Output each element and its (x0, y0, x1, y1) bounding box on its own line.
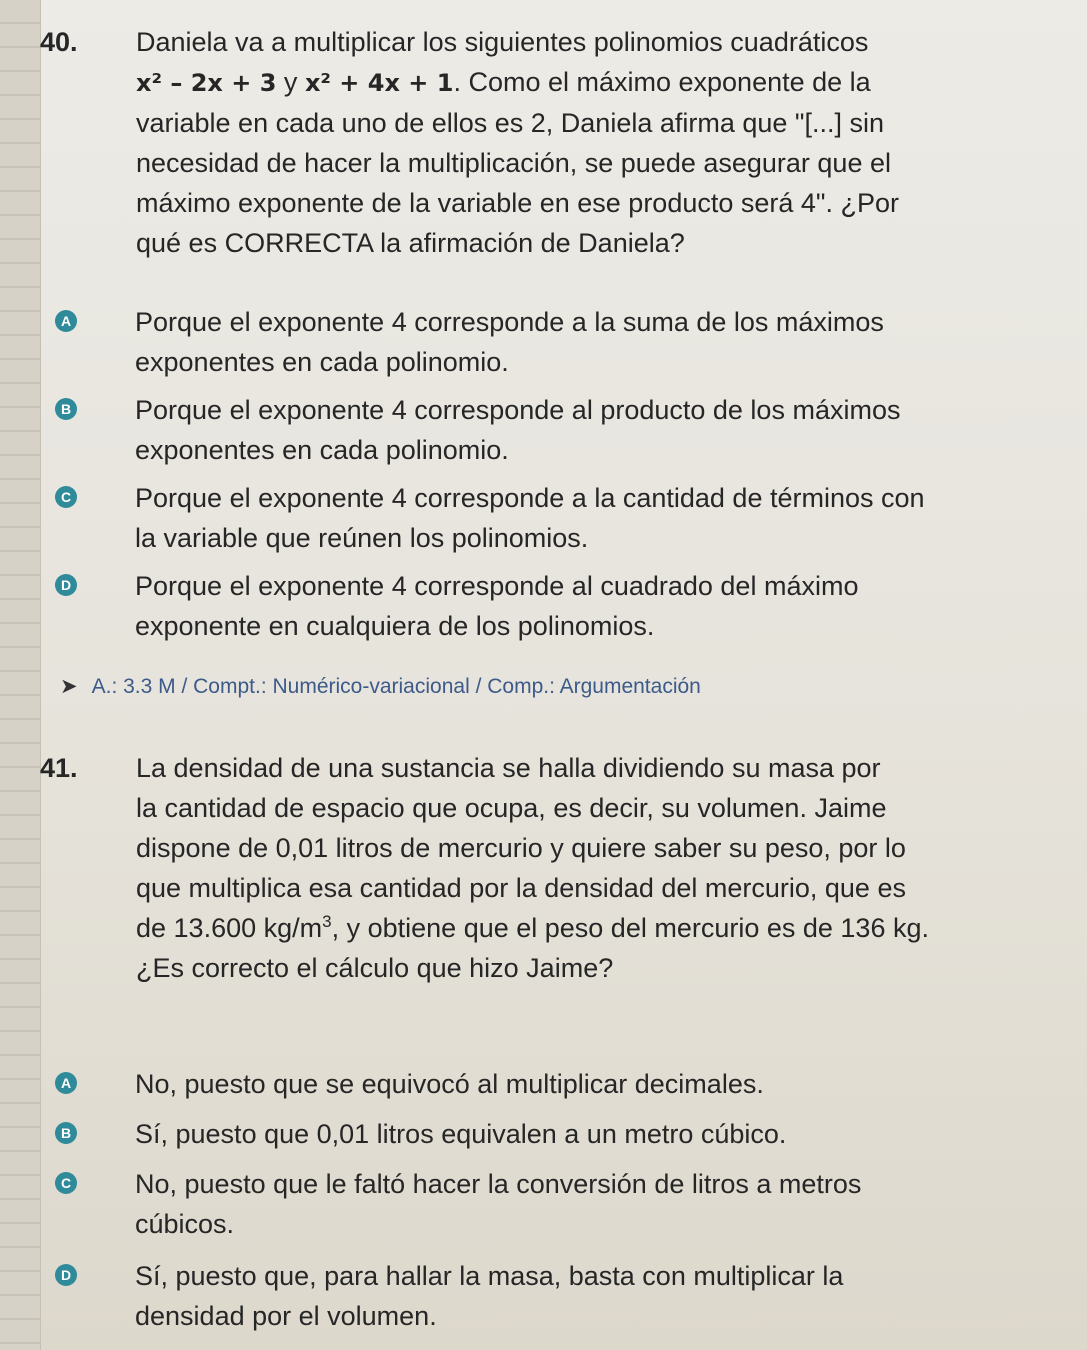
option-d-badge: D (55, 574, 77, 596)
option-text: Sí, puesto que 0,01 litros equivalen a un metro cúbico. (135, 1119, 787, 1149)
stem-line: ¿Es correcto el cálculo que hizo Jaime? (136, 953, 614, 983)
option-text: Porque el exponente 4 corresponde al cuadrado del máximo (135, 571, 859, 601)
option-b-badge: B (55, 398, 77, 420)
stem-text: . Como el máximo exponente de la (453, 67, 871, 97)
option-text: cúbicos. (135, 1209, 235, 1239)
notebook-spiral-binding (0, 0, 41, 1350)
stem-line: la cantidad de espacio que ocupa, es decir, su volumen. Jaime (136, 793, 887, 823)
option-text: exponente en cualquiera de los polinomios. (135, 611, 655, 641)
option-c-badge: C (55, 1172, 77, 1194)
stem-line: Daniela va a multiplicar los siguientes polinomios cuadráticos (136, 27, 869, 57)
option-a-badge: A (55, 1072, 77, 1094)
stem-line: necesidad de hacer la multiplicación, se puede asegurar que el (136, 148, 891, 178)
option-b-badge: B (55, 1122, 77, 1144)
option-text: No, puesto que se equivocó al multiplicar decimales. (135, 1069, 764, 1099)
meta-text: A.: 3.3 M / Compt.: Numérico-variacional / Comp.: Argumentación (91, 675, 701, 698)
option-text: Porque el exponente 4 corresponde al producto de los máximos (135, 395, 901, 425)
stem-line: dispone de 0,01 litros de mercurio y quiere saber su peso, por lo (136, 833, 906, 863)
stem-text: , y obtiene que el peso del mercurio es de 136 kg. (331, 913, 929, 943)
stem-text: de 13.600 kg/m (136, 913, 323, 943)
option-text: exponentes en cada polinomio. (135, 347, 509, 377)
question-number: 40. (40, 27, 78, 57)
competency-meta (60, 674, 701, 699)
q41-option-b[interactable] (55, 1114, 1073, 1154)
option-text: la variable que reúnen los polinomios. (135, 523, 589, 553)
polynomial-2: x² + 4x + 1 (304, 69, 454, 97)
chevron-right-icon: ➤ (60, 675, 78, 698)
option-text: exponentes en cada polinomio. (135, 435, 509, 465)
connector: y (283, 67, 298, 97)
exponent: 3 (322, 912, 332, 931)
question-number: 41. (40, 753, 78, 783)
option-text: densidad por el volumen. (135, 1301, 437, 1331)
stem-line (136, 62, 1075, 103)
option-text: Porque el exponente 4 corresponde a la cantidad de términos con (135, 483, 925, 513)
question-stem (136, 748, 1075, 988)
q41-option-a[interactable] (55, 1064, 1073, 1104)
q40-option-d[interactable] (55, 566, 1073, 646)
option-d-badge: D (55, 1264, 77, 1286)
q40-option-a[interactable] (55, 302, 1073, 382)
stem-line: qué es CORRECTA la afirmación de Daniela? (136, 228, 685, 258)
q40-option-b[interactable] (55, 390, 1073, 470)
question-41 (40, 748, 1075, 988)
option-c-badge: C (55, 486, 77, 508)
polynomial-1: x² – 2x + 3 (136, 69, 277, 97)
option-a-badge: A (55, 310, 77, 332)
q41-option-c[interactable] (55, 1164, 1073, 1244)
stem-line: variable en cada uno de ellos es 2, Daniela afirma que "[...] sin (136, 108, 885, 138)
stem-line (136, 908, 1075, 948)
q41-option-d[interactable] (55, 1256, 1073, 1336)
option-text: No, puesto que le faltó hacer la conversión de litros a metros (135, 1169, 862, 1199)
stem-line: máximo exponente de la variable en ese producto será 4". ¿Por (136, 188, 900, 218)
question-40 (40, 22, 1075, 263)
stem-line: que multiplica esa cantidad por la densidad del mercurio, que es (136, 873, 906, 903)
option-text: Porque el exponente 4 corresponde a la suma de los máximos (135, 307, 884, 337)
q40-option-c[interactable] (55, 478, 1073, 558)
stem-line: La densidad de una sustancia se halla dividiendo su masa por (136, 753, 881, 783)
option-text: Sí, puesto que, para hallar la masa, basta con multiplicar la (135, 1261, 844, 1291)
question-stem (136, 22, 1075, 263)
